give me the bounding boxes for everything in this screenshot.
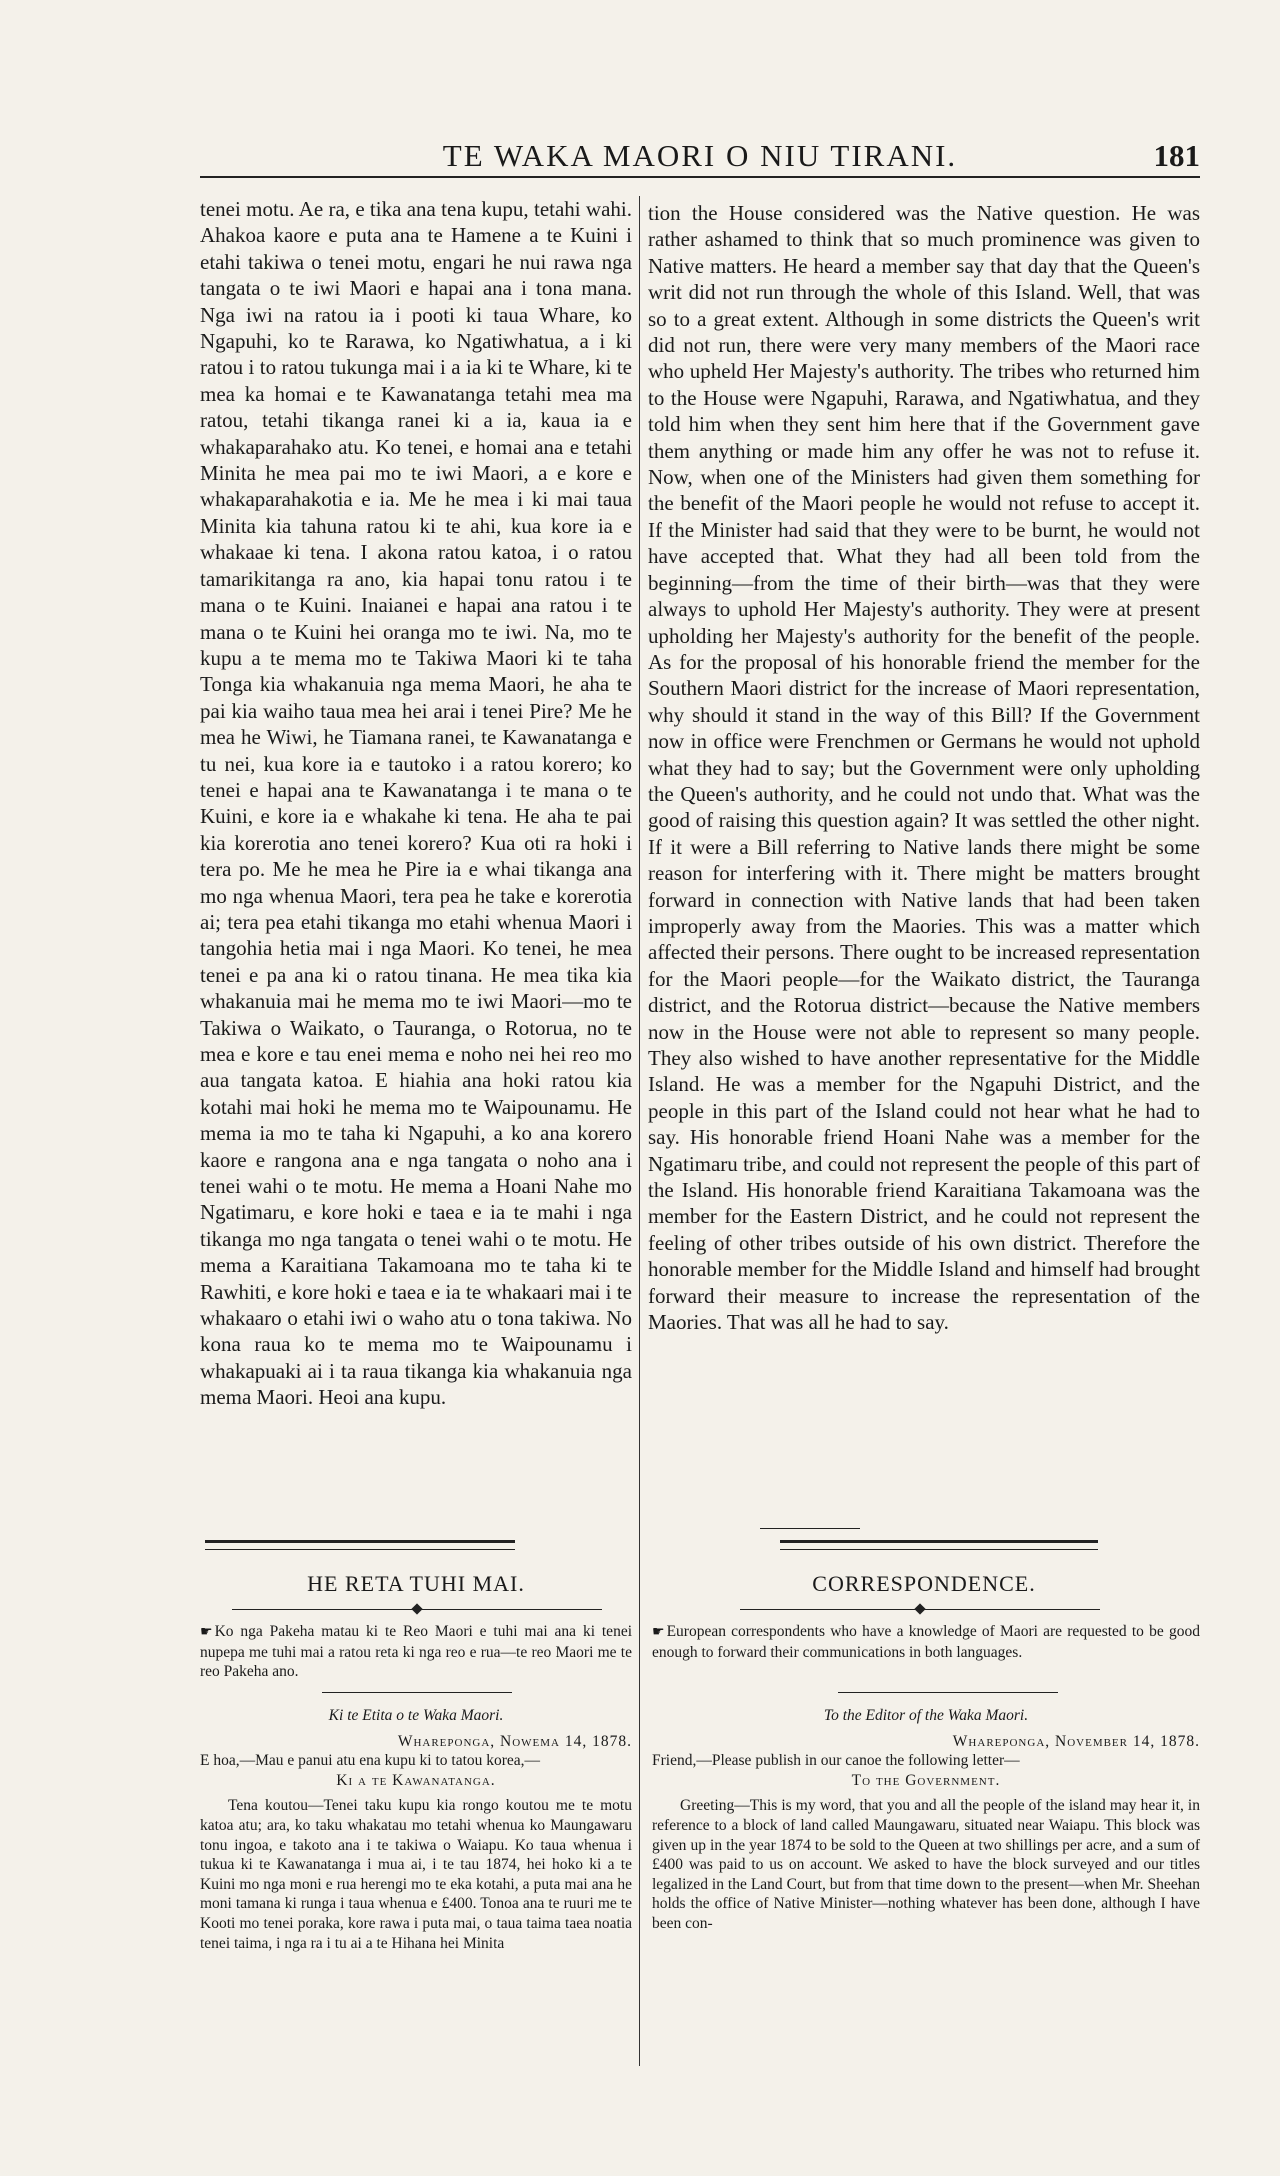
newspaper-title: TE WAKA MAORI O NIU TIRANI.: [442, 138, 958, 173]
right-column-text: [648, 200, 1200, 1335]
english-letter: [652, 1706, 1200, 1934]
maori-notice-text: Ko nga Pakeha matau ki te Reo Maori e tuhi mai ana ki tenei nupepa me tuhi mai a ratou reta ki nga reo e rua—te reo Maori me te reo Pakeha ano.: [200, 1623, 632, 1681]
english-place-date: Whareponga, November 14, 1878.: [952, 1732, 1200, 1750]
english-address: To the Editor of the Waka Maori.: [823, 1707, 1029, 1724]
pointing-hand-icon: ☛: [200, 1624, 213, 1640]
maori-place-date: Whareponga, Nowema 14, 1878.: [397, 1732, 632, 1750]
page-number: 181: [1153, 138, 1200, 173]
maori-section-heading: HE RETA TUHI MAI.: [307, 1571, 525, 1596]
short-rule: [838, 1692, 1058, 1693]
right-column-paragraph: tion the House considered was the Native question. He was rather ashamed to think that so much prominence was given to Native matters. He heard a member say that day that the Queen's writ did not run through the whole of this Island. Well, that was so to a great extent. Although in some districts the Queen's writ did not run, there were very many members of the Maori race who upheld Her Majesty's authority. The tribes who returned him to the House were Ngapuhi, Rarawa, and Ngatiwhatua, and they told him when they sent him here that if the Government gave them anything or made him any offer he was not to refuse it. Now, when one of the Ministers had given them something for the benefit of the Maori people he would not refuse to accept it. If the Minister had said that they were to be burnt, he would not have accepted that. What they had all been told from the beginning—from the time of their birth—was that they were always to uphold Her Majesty's authority. They were at present upholding her Majesty's authority for the benefit of the people. As for the proposal of his honorable friend the member for the Southern Maori district for the increase of Maori representation, why should it stand in the way of this Bill? If the Government now in office were Frenchmen or Germans he would not uphold what they had to say; but the Government were only upholding the Queen's authority, and he could not undo that. What was the good of raising this question again? It was settled the other night. If it were a Bill referring to Native lands there might be some reason for interfering with it. There might be matters brought forward in connection with Native lands that had been taken improperly away from the Maories. This was a matter which affected their persons. There ought to be increased representation for the Maori people—for the Waikato district, the Tauranga district, and the Rotorua district—because the Native members now in the House were not able to represent so many people. They also wished to have another representative for the Middle Island. He was a member for the Ngapuhi District, and the people in this part of the Island could not hear what he had to say. His honorable friend Hoani Nahe was a member for the Ngatimaru tribe, and could not represent the people of this part of the Island. His honorable friend Karaitiana Takamoana was the member for the Eastern District, and he could not represent the feeling of other tribes outside of his own district. Therefore the honorable member for the Middle Island and himself had brought forward their measure to increase the representation of the Maories. That was all he had to say.: [648, 201, 1200, 1335]
left-column-paragraph: tenei motu. Ae ra, e tika ana tena kupu, tetahi wahi. Ahakoa kaore e puta ana te Hamene a te Kuini i etahi takiwa o tenei motu, engari he nui rawa nga tangata o te iwi Maori e hapai ana i tona mana. Nga iwi na ratou ia i pooti ki taua Whare, ko Ngapuhi, ko te Rarawa, ko Ngatiwhatua, a i ki ratou i to ratou tukunga mai i a ia ki te Whare, ki te mea ka homai e te Kawanatanga tetahi mea ma ratou, tetahi tikanga ranei ki a ia, kaua ia e whakaparahako atu. Ko tenei, e homai ana e tetahi Minita he mea pai mo te iwi Maori, a e kore e whakaparahakotia e ia. Me he mea i ki mai taua Minita kia tahuna ratou ki te ahi, kua kore ia e whakaae ki tena. I akona ratou katoa, i o ratou tamarikitanga ra ano, kia hapai tonu ratou i te mana o te Kuini. Inaianei e hapai ana ratou i te mana o te Kuini hei oranga mo te iwi. Na, mo te kupu a te mema mo te Takiwa Maori ki te taha Tonga kia whakanuia nga mema Maori, he aha te pai kia waiho taua mea hei arai i tenei Pire? Me he mea he Wiwi, he Tiamana ranei, te Kawanatanga e tu nei, kua kore ia e tautoko i a ratou korero; ko tenei e hapai ana te Kawanatanga i te mana o te Kuini, e kore ia e whakahe ki tena. He aha te pai kia korerotia ano tenei korero? Kua oti ra hoki i tera po. Me he mea he Pire ia e whai tikanga ana mo nga whenua Maori, tera pea he take e korerotia ai; tera pea etahi tikanga mo etahi whenua Maori i tangohia hetia mai i nga Maori. Ko tenei, he mea tenei e pa ana ki o ratou tinana. He mea tika kia whakanuia mai he mema mo te iwi Maori—mo te Takiwa o Waikato, o Tauranga, o Rotorua, no te mea e kore e tau enei mema e noho nei hei reo mo aua tangata katoa. E hiahia ana hoki ratou kia kotahi mai hoki he mema mo te Waipounamu. He mema ia mo te taha ki Ngapuhi, a ko ana korero kaore e rangona ana e nga tangata o noho ana i tenei wahi o te motu. He mema a Hoani Nahe mo Ngatimaru, e kore hoki e taea e ia te mahi i nga tikanga mo nga tangata o tenei wahi o te motu. He mema a Karaitiana Takamoana mo te taha ki te Rawhiti, e kore hoki e taea e ia te whakaari mai i te whakaaro o etahi iwi o waho atu o tona takiwa. No kona raua ko te mema mo te Waipounamu i whakapuaki ai i ta raua tikanga kia whakanuia nga mema Maori. Heoi ana kupu.: [200, 197, 632, 1410]
english-recipient: To the Government.: [851, 1771, 1001, 1789]
maori-letter-body: Tena koutou—Tenei taku kupu kia rongo koutou me te motu katoa atu; ara, ko taku whakatau mo tetahi whenua ko Maungawaru tonu ingoa, e takoto ana i te takiwa o Waiapu. Ko taua whenua i tukua ki te Kawanatanga i mua ai, i te tau 1874, hei hoko ki a te Kuini mo nga moni e rua herengi mo te eka kotahi, a puta mai ana he moni tamana ki runga i taua whenua e £400. Tonoa ana te ruuri me te Kooti mo tenei poraka, kore rawa i puta mai, o taua taima taea noatia tenei taima, i nga ra i tu ai a te Hihana hei Minita: [200, 1797, 632, 1952]
maori-notice: [200, 1622, 632, 1682]
ornament-rule: [740, 1605, 1100, 1615]
ornament-rule: [232, 1605, 602, 1615]
section-double-rule: [780, 1540, 1098, 1550]
page-header: [200, 132, 1200, 178]
header-rule: [200, 176, 1200, 178]
short-rule: [760, 1528, 860, 1529]
column-divider: [639, 196, 640, 2066]
maori-letter: [200, 1706, 632, 1953]
english-notice-text: European correspondents who have a knowledge of Maori are requested to be good enough to forward their communications in both languages.: [652, 1623, 1200, 1661]
english-salutation: Friend,—Please publish in our canoe the following letter—: [652, 1752, 1020, 1770]
english-letter-body: Greeting—This is my word, that you and all the people of the island may hear it, in reference to a block of land called Maungawaru, situated near Waiapu. This block was given up in the year 1874 to be sold to the Queen at two shillings per acre, and a sum of £400 was paid to us on account. We asked to have the block surveyed and our titles legalized in the Land Court, but from that time down to the present—when Mr. Sheehan holds the office of Native Minister—nothing whatever has been done, although I have been con-: [652, 1797, 1200, 1932]
short-rule: [322, 1692, 512, 1693]
left-column-text: [200, 196, 632, 1411]
english-notice: [652, 1622, 1200, 1662]
english-section-heading: CORRESPONDENCE.: [812, 1571, 1036, 1596]
maori-salutation: E hoa,—Mau e panui atu ena kupu ki to tatou korea,—: [200, 1752, 541, 1770]
section-double-rule: [205, 1540, 515, 1550]
maori-recipient: Ki a te Kawanatanga.: [336, 1771, 496, 1789]
maori-address: Ki te Etita o te Waka Maori.: [328, 1707, 504, 1724]
pointing-hand-icon: ☛: [652, 1624, 665, 1640]
